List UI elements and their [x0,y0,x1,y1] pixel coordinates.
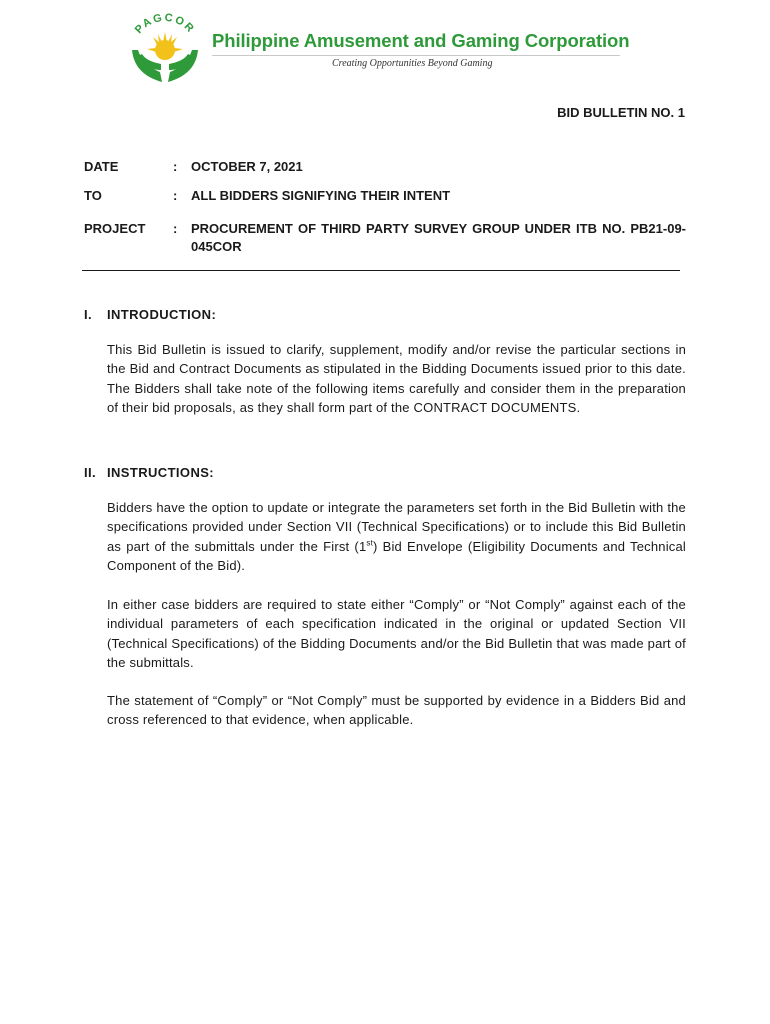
instructions-paragraph-2: In either case bidders are required to state either “Comply” or “Not Comply” against each of the individual parameters of each specification indicated in the original or updated Section VII (Technical Specifications) of the Bidding Documents and/or the Bid Bulletin that was made part of the submittals. [107,597,686,670]
project-value: PROCUREMENT OF THIRD PARTY SURVEY GROUP UNDER ITB NO. PB21-09-045COR [191,221,686,254]
to-label: TO [84,188,102,203]
intro-heading [84,307,216,322]
instructions-number: II. [84,465,97,480]
svg-text:PAGCOR: PAGCOR [132,12,198,37]
p1-text-a: Bidders have the option to update or integrate the parameters set forth in the Bid Bulletin with the specifications provided under Section VII (Technical Specifications) or to include this Bid Bulletin as part of the submittals under the First (1 [107,500,686,554]
section-divider [82,270,680,271]
instructions-paragraph-1 [107,498,686,575]
to-value: ALL BIDDERS SIGNIFYING THEIR INTENT [191,188,451,203]
colon: : [173,188,178,203]
ordinal-suffix: st [366,538,374,548]
intro-paragraph: This Bid Bulletin is issued to clarify, supplement, modify and/or revise the particular sections in the Bid and Contract Documents as stipulated in the Bidding Documents issued prior to this date. The Bidders shall take note of the following items carefully and consider them in the preparation of their bid proposals, as they shall form part of the CONTRACT DOCUMENTS. [107,342,686,415]
colon: : [173,159,178,174]
instructions-paragraph-3: The statement of “Comply” or “Not Comply” must be supported by evidence in a Bidders Bid and cross referenced to that evidence, when applicable. [107,693,686,728]
header-rule [212,55,620,56]
colon: : [173,221,178,236]
instructions-heading [84,465,214,480]
pagcor-logo [124,12,206,86]
bulletin-number: BID BULLETIN NO. 1 [557,105,685,120]
date-value: OCTOBER 7, 2021 [191,159,303,174]
sun-icon [147,32,183,60]
intro-title: INTRODUCTION: [107,307,217,322]
project-label: PROJECT [84,221,146,236]
instructions-title: INSTRUCTIONS: [107,465,215,480]
intro-number: I. [84,307,93,322]
organization-name: Philippine Amusement and Gaming Corporation [212,30,630,51]
organization-tagline: Creating Opportunities Beyond Gaming [332,58,493,69]
date-label: DATE [84,159,119,174]
p1-text-b: ) Bid Envelope (Eligibility Documents and Technical Component of the Bid). [107,538,686,573]
